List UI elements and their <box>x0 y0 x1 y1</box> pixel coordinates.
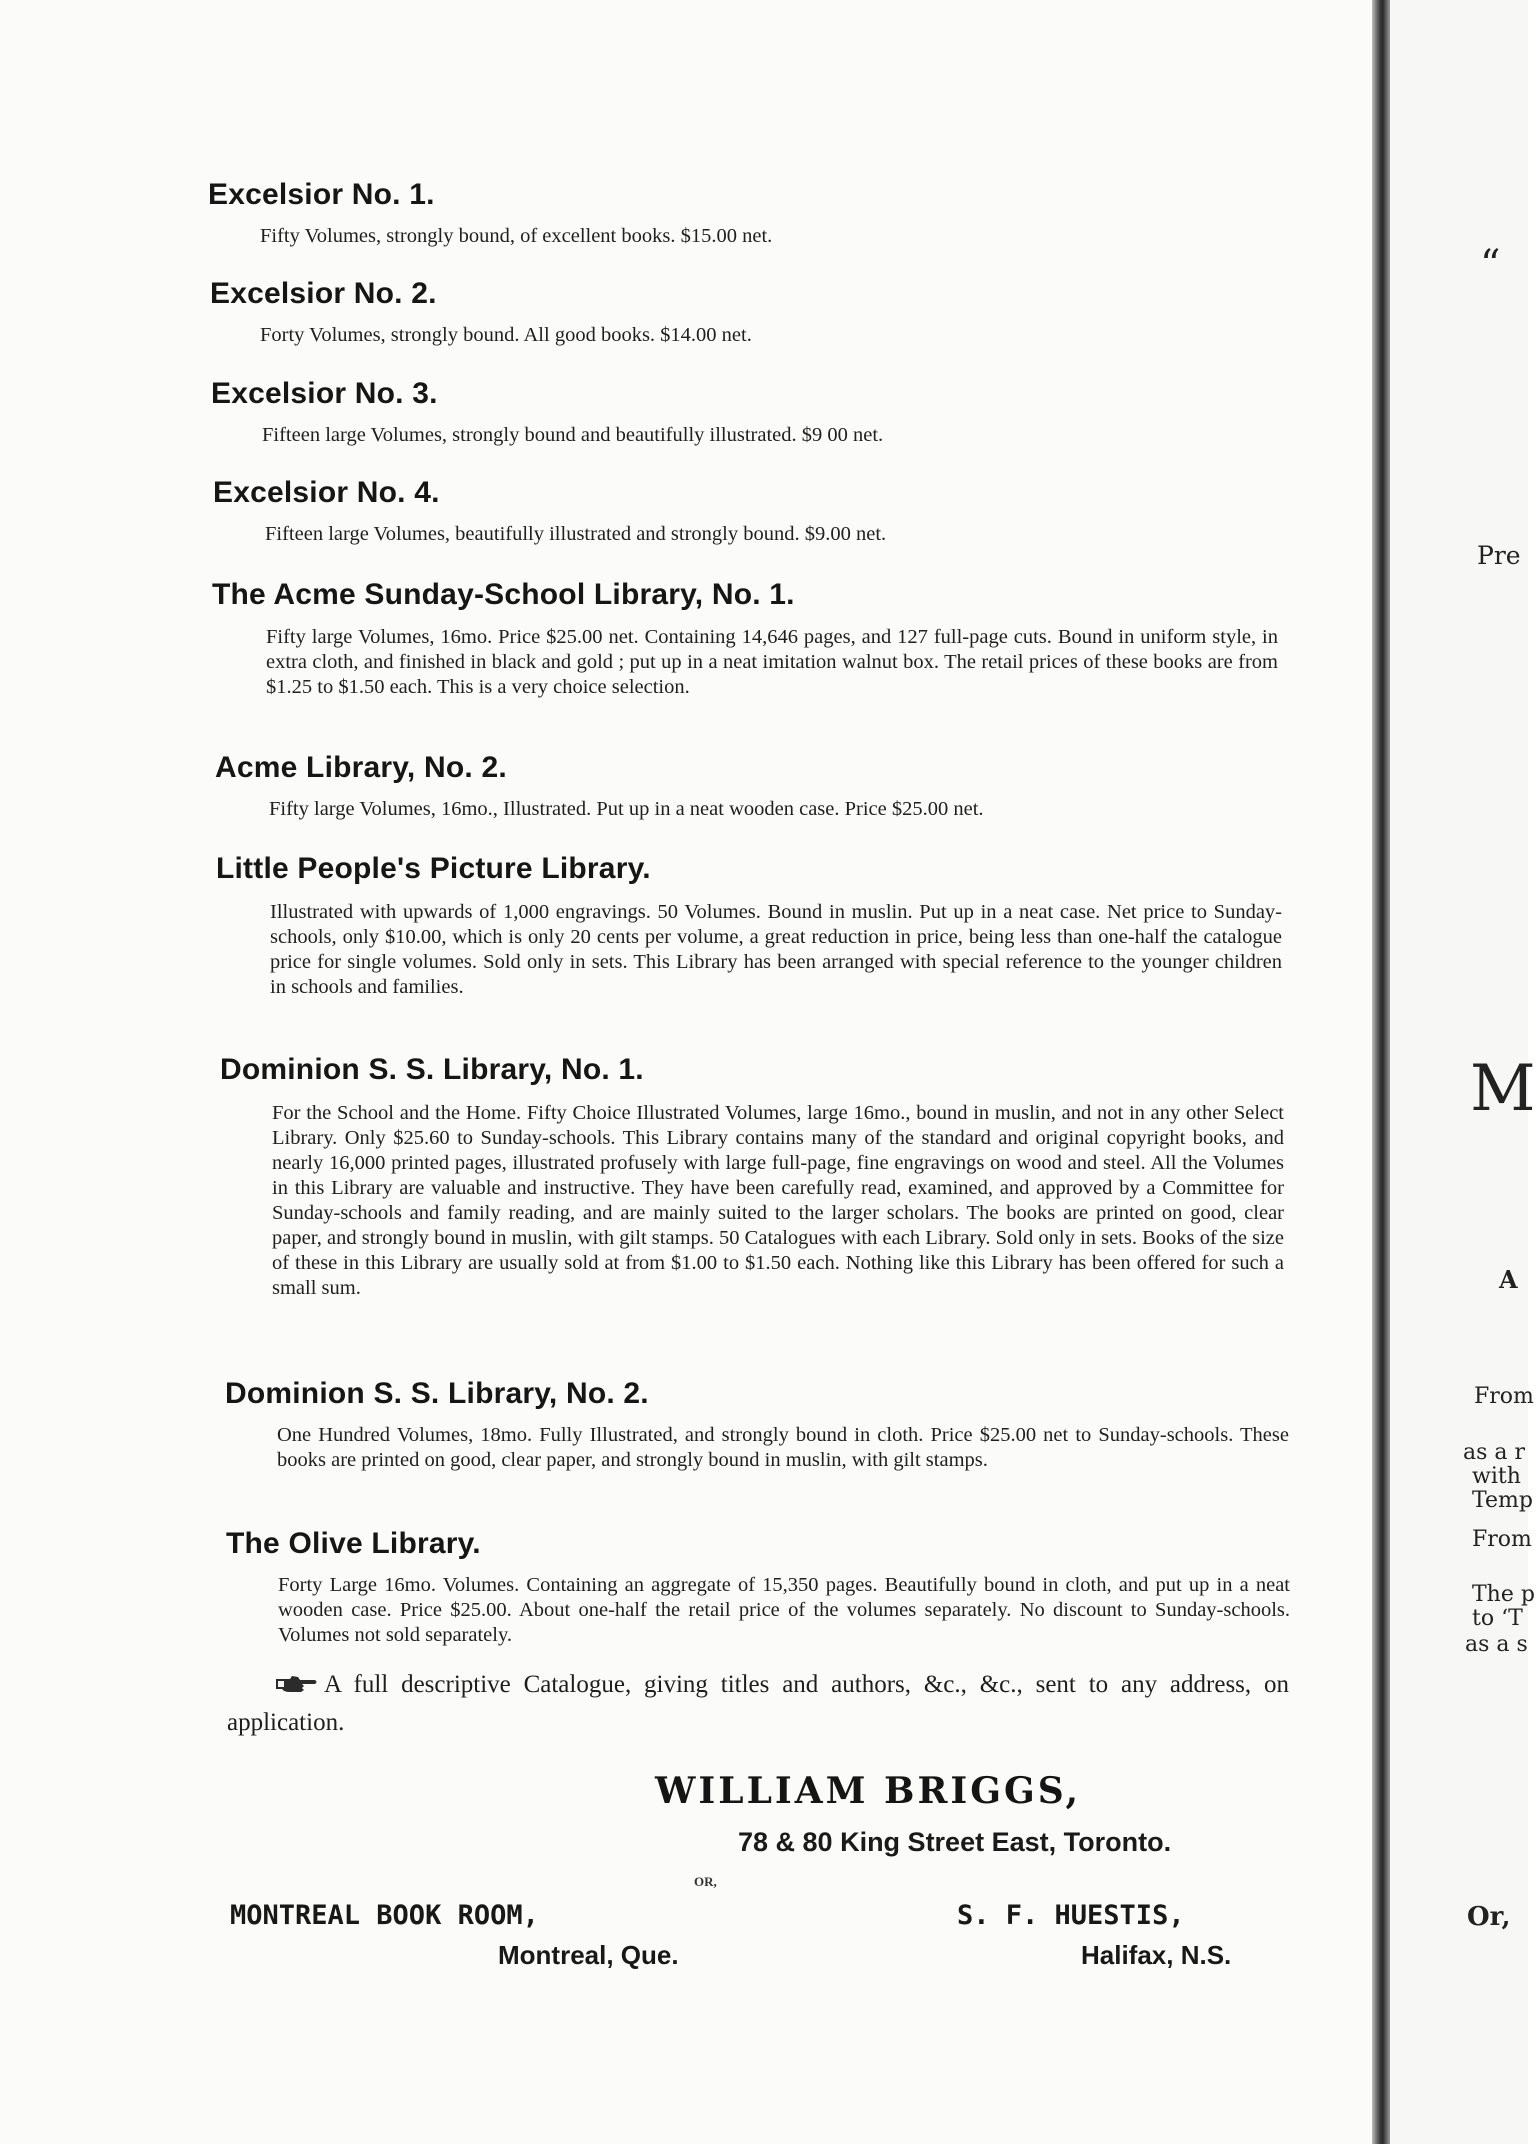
facing-page-fragment: “ <box>1480 242 1501 288</box>
or-label: OR, <box>694 1874 717 1889</box>
pointing-hand-icon <box>274 1669 318 1691</box>
publisher-address: 78 & 80 King Street East, Toronto. <box>738 1827 1172 1857</box>
entry-title: Excelsior No. 1. <box>208 178 435 211</box>
facing-page-fragment: A <box>1499 1265 1518 1294</box>
entry-excelsior-2 <box>210 277 950 348</box>
facing-page-fragment: The p <box>1472 1582 1535 1607</box>
entry-title: Dominion S. S. Library, No. 1. <box>220 1053 644 1086</box>
entry-title: Excelsior No. 3. <box>211 377 438 410</box>
agent-halifax-city: Halifax, N.S. <box>1081 1940 1232 1970</box>
entry-title: The Acme Sunday-School Library, No. 1. <box>212 578 795 611</box>
entry-description: Forty Large 16mo. Volumes. Containing an aggregate of 15,350 pages. Beautifully bound in cloth, and put up in a neat wooden case. Price $25.00. About one-half the retail price of the volumes separately. No discount to Sunday-schools. Volumes not sold separately. <box>278 1574 1290 1646</box>
facing-page-fragment: Or, <box>1467 1902 1511 1932</box>
book-gutter <box>1372 0 1390 2144</box>
entry-acme-library-1 <box>212 578 1278 700</box>
entry-description: One Hundred Volumes, 18mo. Fully Illustrated, and strongly bound in cloth. Price $25.00 net to Sunday-schools. These books are printed on good, clear paper, and strongly bound in muslin, with gilt stamps. <box>277 1424 1289 1471</box>
entry-olive-library <box>226 1527 1290 1648</box>
entry-description: Fifteen large Volumes, strongly bound and beautifully illustrated. $9 00 net. <box>262 424 884 446</box>
catalogue-note-text: A full descriptive Catalogue, giving titles and authors, &c., &c., sent to any address, on application. <box>227 1671 1289 1736</box>
entry-title: Excelsior No. 4. <box>213 476 440 509</box>
entry-title: The Olive Library. <box>226 1527 481 1560</box>
facing-page-fragment: as a r <box>1463 1440 1526 1465</box>
entry-excelsior-4 <box>213 476 1113 547</box>
entry-description: Fifteen large Volumes, beautifully illustrated and strongly bound. $9.00 net. <box>265 523 887 545</box>
facing-page-fragment: M <box>1470 1052 1536 1126</box>
facing-page-fragment: From <box>1474 1384 1534 1409</box>
agent-halifax-name: S. F. HUESTIS, <box>957 1900 1185 1931</box>
entry-title: Acme Library, No. 2. <box>215 751 507 784</box>
facing-page-fragment: as a s <box>1465 1632 1528 1657</box>
entry-description: Fifty large Volumes, 16mo., Illustrated. Put up in a neat wooden case. Price $25.00 net. <box>269 798 984 820</box>
entry-title: Excelsior No. 2. <box>210 277 437 310</box>
publisher-name: WILLIAM BRIGGS, <box>655 1770 1081 1812</box>
facing-page-fragment: with <box>1472 1464 1521 1489</box>
entry-title: Little People's Picture Library. <box>216 852 651 885</box>
entry-acme-library-2 <box>215 751 1275 822</box>
entry-description: Fifty large Volumes, 16mo. Price $25.00 net. Containing 14,646 pages, and 127 full-page cuts. Bound in uniform style, in extra cloth, and finished in black and gold ; put up in a neat imitation walnut box. The retail prices of these books are from $1.25 to $1.50 each. This is a very choice selection. <box>266 626 1278 698</box>
entry-excelsior-3 <box>211 377 1111 448</box>
agent-montreal-name: MONTREAL BOOK ROOM, <box>230 1900 539 1931</box>
entry-description: Fifty Volumes, strongly bound, of excellent books. $15.00 net. <box>260 225 773 247</box>
agent-montreal-city: Montreal, Que. <box>498 1940 679 1970</box>
entry-dominion-library-2 <box>225 1377 1289 1473</box>
facing-page-fragment: Pre <box>1477 541 1521 570</box>
facing-page-fragment: From <box>1472 1527 1532 1552</box>
entry-dominion-library-1 <box>220 1053 1284 1301</box>
entry-description: Illustrated with upwards of 1,000 engravings. 50 Volumes. Bound in muslin. Put up in a neat case. Net price to Sunday-schools, only $10.00, which is only 20 cents per volume, a great reduction in price, being less than one-half the catalogue price for single volumes. Sold only in sets. This Library has been arranged with special reference to the younger children in schools and families. <box>270 901 1282 998</box>
entry-title: Dominion S. S. Library, No. 2. <box>225 1377 649 1410</box>
facing-page-fragment: Temp <box>1472 1488 1533 1513</box>
entry-description: For the School and the Home. Fifty Choice Illustrated Volumes, large 16mo., bound in muslin, and not in any other Select Library. Only $25.60 to Sunday-schools. This Library contains many of the standard and original copyright books, and nearly 16,000 printed pages, illustrated profusely with large full-page, fine engravings on wood and steel. All the Volumes in this Library are valuable and instructive. They have been carefully read, examined, and approved by a Committee for Sunday-schools and family reading, and are mainly suited to the larger scholars. The books are printed on good, clear paper, and strongly bound in muslin, with gilt stamps. 50 Catalogues with each Library. Sold only in sets. Books of the size of these in this Library are usually sold at from $1.00 to $1.50 each. Nothing like this Library has been offered for such a small sum. <box>272 1102 1284 1299</box>
catalogue-note <box>227 1666 1289 1742</box>
entry-description: Forty Volumes, strongly bound. All good books. $14.00 net. <box>260 324 752 346</box>
facing-page-fragment: to ‘T <box>1472 1606 1523 1631</box>
entry-little-peoples-library <box>216 852 1282 1000</box>
entry-excelsior-1 <box>208 178 948 249</box>
